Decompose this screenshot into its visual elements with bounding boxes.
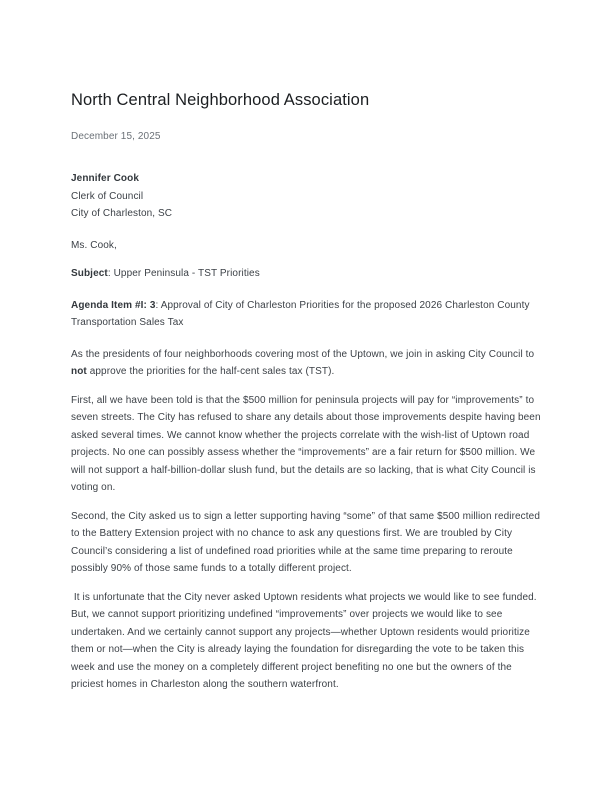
paragraph-intro-bold: not <box>71 366 87 377</box>
salutation: Ms. Cook, <box>71 239 117 251</box>
recipient-block <box>71 170 541 223</box>
subject-line <box>71 265 541 283</box>
agenda-label: Agenda Item #I: 3 <box>71 299 156 311</box>
paragraph-first: First, all we have been told is that the $500 million for peninsula projects will pay for “improvements” to seven streets. The City has refused to share any details about those improvements despite having been asked several times. We cannot know whether the projects correlate with the wish-list of Uptown road projects. No one can possibly assess whether the “improvements” are a fair return for $500 million. We will not support a half-billion-dollar slush fund, but the details are so lacking, that is what City Council is voting on. <box>71 394 544 493</box>
subject-label: Subject <box>71 268 108 279</box>
letter-org-title: North Central Neighborhood Association <box>71 91 370 109</box>
recipient-name: Jennifer Cook <box>71 173 139 184</box>
paragraph-intro <box>71 346 541 381</box>
paragraph-intro-after: approve the priorities for the half-cent sales tax (TST). <box>86 366 335 377</box>
recipient-title: Clerk of Council <box>71 190 144 202</box>
paragraph-intro-before: As the presidents of four neighborhoods covering most of the Uptown, we join in asking City Council to <box>71 348 538 360</box>
subject-text: : Upper Peninsula - TST Priorities <box>107 268 260 279</box>
paragraph-second: Second, the City asked us to sign a letter supporting having “some” of that same $500 million redirected to the Battery Extension project with no chance to ask any questions first. We are troubled by City Council’s considering a list of undefined road priorities while at the same time preparing to reroute possibly 90% of those same funds to a totally different project. <box>71 510 543 574</box>
agenda-line <box>71 297 541 332</box>
paragraph-third: It is unfortunate that the City never asked Uptown residents what projects we would like to see funded. But, we cannot support prioritizing undefined “improvements” over projects we would like to see undertaken. And we certainly cannot support any projects—whether Uptown residents would prioritize them or not—when the City is already laying the foundation for disregarding the vote to be taken this week and use the money on a completely different project benefiting no one but the owners of the priciest homes in Charleston along the southern waterfront. <box>71 591 540 690</box>
letter-date: December 15, 2025 <box>71 131 161 142</box>
agenda-text: : Approval of City of Charleston Priorities for the proposed 2026 Charleston County Transportation Sales Tax <box>71 299 533 328</box>
recipient-org: City of Charleston, SC <box>71 208 173 219</box>
